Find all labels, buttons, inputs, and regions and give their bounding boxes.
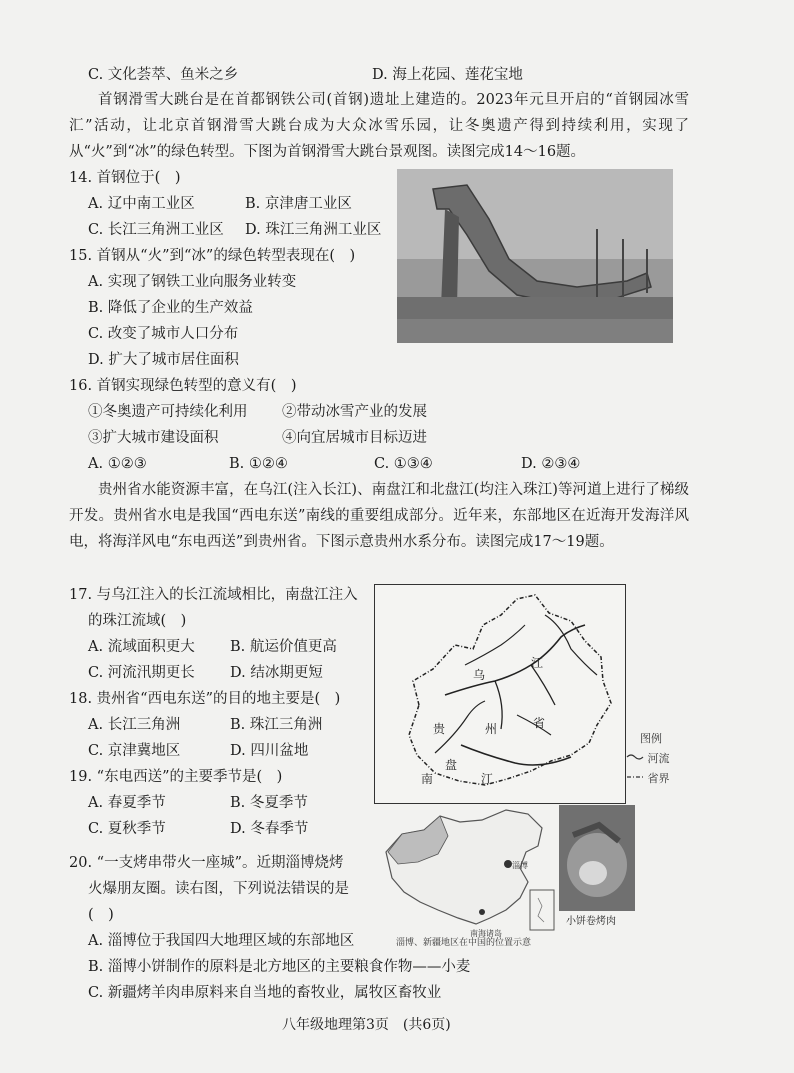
map-legend-river-label: 河流	[647, 752, 670, 765]
q19-stem: 19. “东电西送”的主要季节是( )	[69, 769, 283, 785]
map-label-sheng: 省	[533, 716, 546, 730]
map-label-wu: 乌	[473, 668, 486, 682]
q18-option-d: D. 四川盆地	[230, 743, 309, 759]
map-label-gui: 贵	[433, 722, 446, 736]
q17-stem-line1: 17. 与乌江注入的长江流域相比，南盘江注入	[69, 587, 358, 603]
q19-option-b: B. 冬夏季节	[230, 795, 308, 811]
food-photo	[559, 805, 635, 911]
q17-option-d: D. 结冰期更短	[230, 665, 323, 681]
river-symbol-icon	[626, 752, 644, 762]
q19-option-c: C. 夏秋季节	[88, 821, 166, 837]
q16-option-a: A. ①②③	[88, 456, 147, 472]
q18-stem: 18. 贵州省“西电东送”的目的地主要是( )	[69, 691, 341, 707]
ski-jump-photo	[397, 169, 673, 343]
q18-option-c: C. 京津冀地区	[88, 743, 181, 759]
guizhou-water-map	[374, 584, 626, 804]
map-label-zhou: 州	[485, 722, 498, 736]
intro-14-16: 首钢滑雪大跳台是在首都钢铁公司(首钢)遗址上建造的。2023年元旦开启的“首钢园冰雪汇”活动，让北京首钢滑雪大跳台成为大众冰雪乐园，让冬奥遗产得到持续利用，实现了从“火”到“冰”的绿色转型。下图为首钢滑雪大跳台景观图。读图完成14～16题。	[69, 92, 689, 160]
q15-stem: 15. 首钢从“火”到“冰”的绿色转型表现在( )	[69, 248, 356, 264]
q20-option-b: B. 淄博小饼制作的原料是北方地区的主要粮食作物——小麦	[88, 959, 471, 975]
q18-option-a: A. 长江三角洲	[88, 717, 181, 733]
q20-stem-line2: 火爆朋友圈。读右图，下列说法错误的是	[88, 881, 349, 897]
intro-17-19: 贵州省水能资源丰富，在乌江(注入长江)、南盘江和北盘江(均注入珠江)等河道上进行了梯级开发。贵州省水电是我国“西电东送”南线的重要组成部分。近年来，东部地区在近海开发海洋风电，将海洋风电“东电西送”到贵州省。下图示意贵州水系分布。读图完成17～19题。	[69, 482, 689, 550]
q20-stem-line3: ( )	[88, 907, 114, 923]
q16-statement-1: ①冬奥遗产可持续化利用	[88, 404, 248, 420]
q19-option-d: D. 冬春季节	[230, 821, 309, 837]
q13-option-d: D. 海上花园、莲花宝地	[372, 67, 523, 83]
page-footer: 八年级地理第3页 (共6页)	[282, 1017, 451, 1033]
china-map-label-zibo: 淄博	[512, 861, 528, 870]
map-legend-river	[626, 750, 670, 766]
border-symbol-icon	[626, 772, 644, 782]
guizhou-map-drawing	[375, 585, 625, 803]
q16-statement-4: ④向宜居城市目标迈进	[282, 430, 427, 446]
q17-option-c: C. 河流汛期更长	[88, 665, 195, 681]
china-location-map	[378, 806, 558, 944]
q15-option-b: B. 降低了企业的生产效益	[88, 300, 253, 316]
map-legend-title: 图例	[640, 732, 662, 745]
map-label-pan: 盘	[445, 758, 458, 772]
q16-option-d: D. ②③④	[521, 456, 581, 472]
map-legend-border-label: 省界	[647, 772, 670, 785]
q17-stem-line2: 的珠江流域( )	[88, 613, 187, 629]
q14-option-a: A. 辽中南工业区	[88, 196, 195, 212]
food-photo-caption: 小饼卷烤肉	[566, 916, 616, 927]
q16-option-b: B. ①②④	[229, 456, 288, 472]
q19-option-a: A. 春夏季节	[88, 795, 166, 811]
q18-option-b: B. 珠江三角洲	[230, 717, 323, 733]
map-label-jiang-1: 江	[531, 656, 544, 670]
q14-option-b: B. 京津唐工业区	[245, 196, 352, 212]
map-label-jiang-2: 江	[481, 772, 494, 786]
q16-stem: 16. 首钢实现绿色转型的意义有( )	[69, 378, 297, 394]
ski-jump-illustration	[397, 169, 673, 343]
q14-option-d: D. 珠江三角洲工业区	[245, 222, 382, 238]
china-outline-drawing	[378, 806, 558, 944]
food-photo-illustration	[559, 805, 635, 911]
q14-stem: 14. 首钢位于( )	[69, 170, 181, 186]
q13-option-c: C. 文化荟萃、鱼米之乡	[88, 67, 239, 83]
q14-option-c: C. 长江三角洲工业区	[88, 222, 224, 238]
q20-option-c: C. 新疆烤羊肉串原料来自当地的畜牧业，属牧区畜牧业	[88, 985, 442, 1001]
china-map-caption: 淄博、新疆地区在中国的位置示意	[396, 938, 532, 948]
china-map-label-nanhai: 南海诸岛	[470, 929, 502, 938]
q16-option-c: C. ①③④	[374, 456, 433, 472]
map-label-nan: 南	[421, 772, 434, 786]
q16-statement-2: ②带动冰雪产业的发展	[282, 404, 427, 420]
map-legend-border	[626, 770, 670, 786]
q17-option-a: A. 流域面积更大	[88, 639, 195, 655]
q20-stem-line1: 20. “一支烤串带火一座城”。近期淄博烧烤	[69, 855, 344, 871]
q15-option-a: A. 实现了钢铁工业向服务业转变	[88, 274, 297, 290]
q17-option-b: B. 航运价值更高	[230, 639, 337, 655]
q16-statement-3: ③扩大城市建设面积	[88, 430, 219, 446]
q15-option-d: D. 扩大了城市居住面积	[88, 352, 239, 368]
q15-option-c: C. 改变了城市人口分布	[88, 326, 239, 342]
q20-option-a: A. 淄博位于我国四大地理区域的东部地区	[88, 933, 355, 949]
